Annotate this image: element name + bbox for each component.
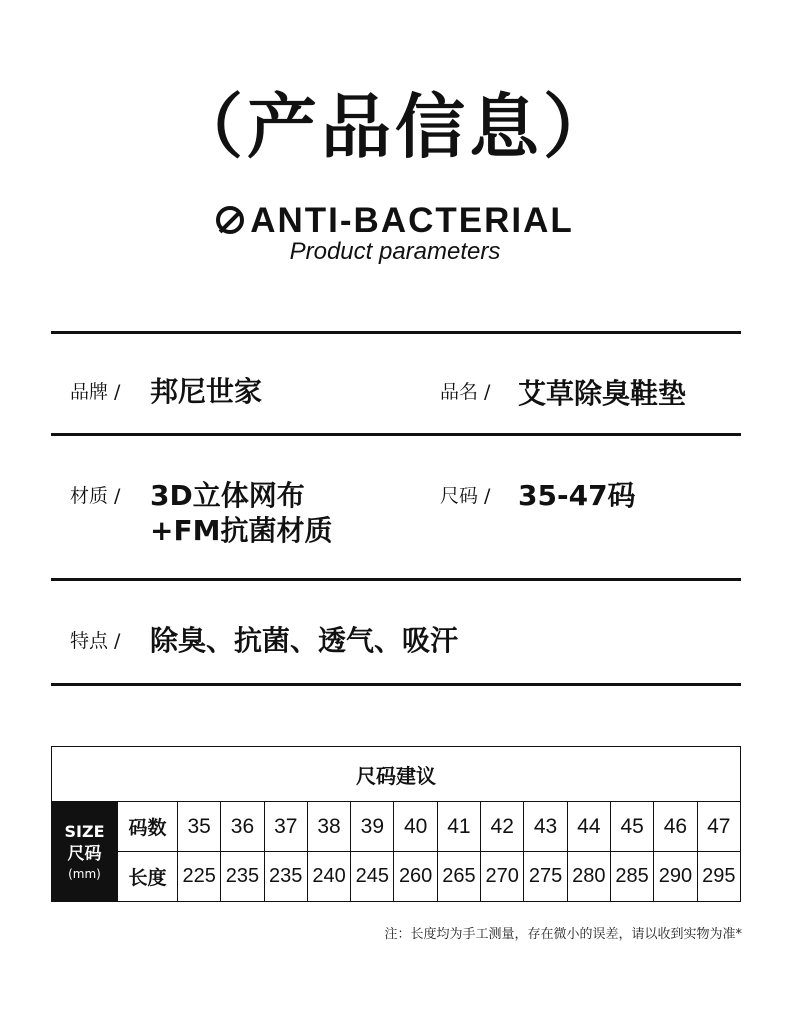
length-cell: 270 (481, 852, 524, 902)
row-label-length: 长度 (118, 852, 178, 902)
feature-label: 特点 / (70, 630, 121, 652)
length-cell: 260 (394, 852, 437, 902)
table-row (52, 802, 741, 852)
subtitle (0, 203, 790, 238)
brand-label: 品牌 / (70, 381, 121, 403)
subtitle-text: ANTI-BACTERIAL (250, 201, 574, 240)
length-cell: 240 (307, 852, 350, 902)
size-cell: 40 (394, 802, 437, 852)
length-cell: 265 (437, 852, 480, 902)
divider (51, 331, 741, 334)
divider (51, 433, 741, 436)
size-cell: 37 (264, 802, 307, 852)
divider (51, 578, 741, 581)
size-cell: 41 (437, 802, 480, 852)
feature-value: 除臭、抗菌、透气、吸汗 (150, 624, 459, 657)
prohibited-icon (216, 206, 244, 234)
size-cell: 44 (567, 802, 610, 852)
table-row (52, 852, 741, 902)
size-unit-label: SIZE 尺码 (mm) (52, 802, 118, 902)
size-cell: 36 (221, 802, 264, 852)
length-cell: 235 (264, 852, 307, 902)
row-label-size: 码数 (118, 802, 178, 852)
material-label: 材质 / (70, 485, 121, 507)
length-cell: 280 (567, 852, 610, 902)
size-table (51, 746, 741, 902)
name-value: 艾草除臭鞋垫 (518, 377, 687, 410)
length-cell: 235 (221, 852, 264, 902)
size-table-caption: 尺码建议 (52, 747, 741, 802)
length-cell: 290 (654, 852, 697, 902)
footnote: 注：长度均为手工测量，存在微小的误差，请以收到实物为准* (384, 927, 742, 942)
size-label: 尺码 / (440, 485, 491, 507)
length-cell: 225 (178, 852, 221, 902)
size-value: 35-47码 (518, 479, 636, 512)
name-label: 品名 / (440, 381, 491, 403)
length-cell: 245 (351, 852, 394, 902)
length-cell: 285 (610, 852, 653, 902)
size-cell: 45 (610, 802, 653, 852)
tagline: Product parameters (289, 238, 501, 265)
divider (51, 683, 741, 686)
size-cell: 35 (178, 802, 221, 852)
length-cell: 295 (697, 852, 740, 902)
size-cell: 38 (307, 802, 350, 852)
size-cell: 42 (481, 802, 524, 852)
page-title: （产品信息） (173, 86, 617, 168)
length-cell: 275 (524, 852, 567, 902)
size-cell: 47 (697, 802, 740, 852)
size-cell: 46 (654, 802, 697, 852)
brand-value: 邦尼世家 (150, 375, 263, 408)
size-cell: 39 (351, 802, 394, 852)
material-value-line2: +FM抗菌材质 (150, 514, 333, 547)
material-value-line1: 3D立体网布 (150, 479, 305, 512)
size-cell: 43 (524, 802, 567, 852)
